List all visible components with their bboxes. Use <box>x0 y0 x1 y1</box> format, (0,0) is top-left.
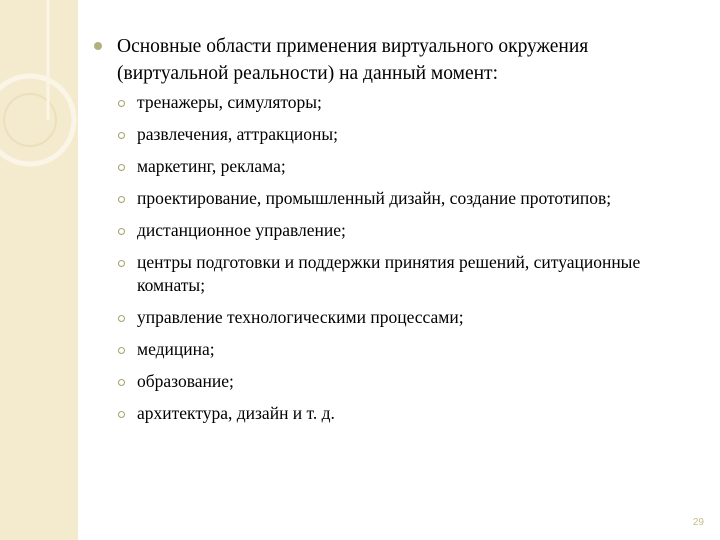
sub-bullet-item <box>92 123 704 146</box>
sub-bullet-text: образование; <box>137 371 234 391</box>
hollow-circle-bullet-icon <box>118 100 125 107</box>
sub-bullet-text: проектирование, промышленный дизайн, создание прототипов; <box>137 188 612 208</box>
sub-bullet-item <box>92 306 704 329</box>
hollow-circle-bullet-icon <box>118 228 125 235</box>
main-bullet-text: Основные области применения виртуального окружения (виртуальной реальности) на данный момент: <box>117 36 589 84</box>
sub-bullet-text: центры подготовки и поддержки принятия решений, ситуационные комнаты; <box>137 252 641 295</box>
hollow-circle-bullet-icon <box>118 132 125 139</box>
sub-bullet-item <box>92 370 704 393</box>
sub-bullet-item <box>92 91 704 114</box>
decorative-side-panel <box>0 0 78 540</box>
sub-bullet-text: дистанционное управление; <box>137 220 346 240</box>
sub-bullet-item <box>92 219 704 242</box>
sub-bullet-item <box>92 402 704 425</box>
decorative-ring-large <box>0 76 74 164</box>
slide-content <box>92 33 704 434</box>
decorative-rings-graphic <box>0 0 78 540</box>
hollow-circle-bullet-icon <box>118 347 125 354</box>
sub-bullet-text: управление технологическими процессами; <box>137 307 464 327</box>
filled-circle-bullet-icon <box>94 42 102 50</box>
sub-bullet-text: развлечения, аттракционы; <box>137 124 338 144</box>
hollow-circle-bullet-icon <box>118 411 125 418</box>
sub-bullet-text: маркетинг, реклама; <box>137 156 286 176</box>
sub-bullet-item <box>92 187 704 210</box>
hollow-circle-bullet-icon <box>118 379 125 386</box>
page-number: 29 <box>692 517 704 528</box>
sub-bullet-text: медицина; <box>137 339 215 359</box>
sub-bullet-text: архитектура, дизайн и т. д. <box>137 403 335 423</box>
sub-bullet-item <box>92 155 704 178</box>
hollow-circle-bullet-icon <box>118 260 125 267</box>
sub-bullet-text: тренажеры, симуляторы; <box>137 92 322 112</box>
hollow-circle-bullet-icon <box>118 196 125 203</box>
sub-bullet-item <box>92 338 704 361</box>
main-bullet <box>92 33 704 87</box>
sub-bullet-item <box>92 251 704 297</box>
hollow-circle-bullet-icon <box>118 315 125 322</box>
sub-bullet-list <box>92 91 704 425</box>
hollow-circle-bullet-icon <box>118 164 125 171</box>
